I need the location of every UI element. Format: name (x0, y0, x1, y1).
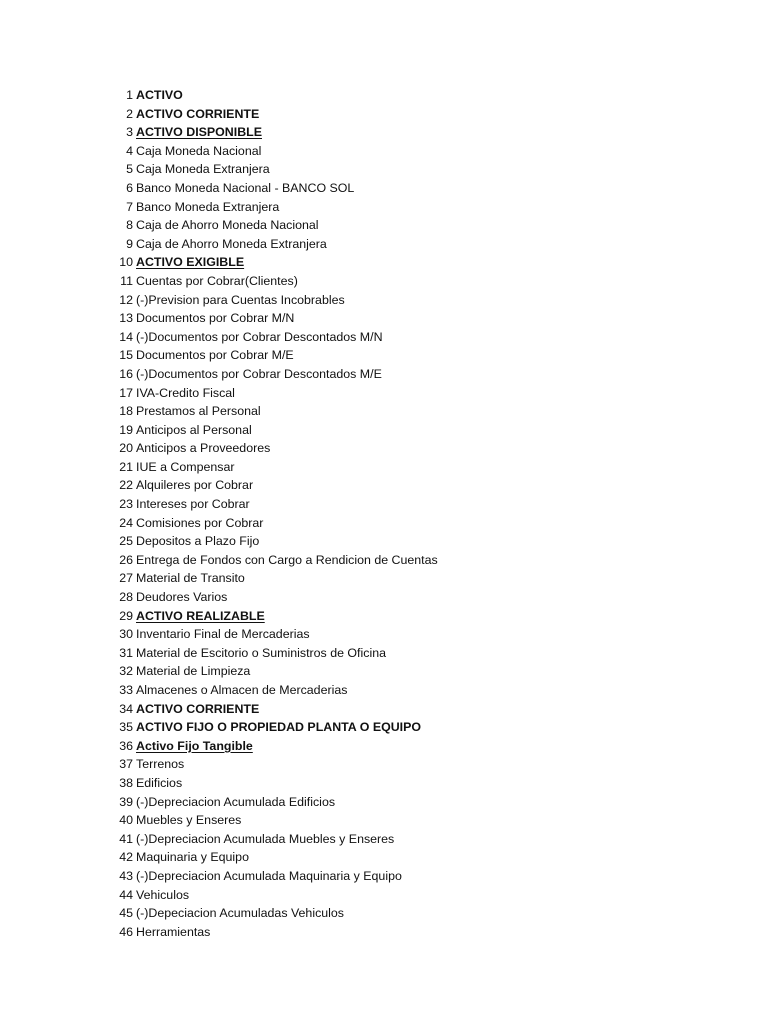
account-row (112, 142, 438, 161)
account-number: 19 (119, 422, 133, 437)
account-number: 36 (119, 738, 133, 753)
account-label: (-)Documentos por Cobrar Descontados M/E (136, 366, 382, 381)
account-number: 30 (119, 627, 133, 642)
account-number: 1 (126, 88, 133, 102)
account-row (112, 644, 438, 663)
account-label: (-)Depreciacion Acumulada Muebles y Enseres (136, 831, 395, 846)
account-label: Documentos por Cobrar M/E (136, 348, 294, 363)
account-number: 18 (119, 404, 133, 419)
account-row (112, 886, 438, 905)
account-number: 26 (119, 552, 133, 567)
account-label: Terrenos (136, 757, 185, 772)
account-label: (-)Prevision para Cuentas Incobrables (136, 292, 345, 307)
account-label: Edificios (136, 775, 183, 790)
account-label: Cuentas por Cobrar(Clientes) (136, 273, 298, 288)
account-label: Almacenes o Almacen de Mercaderias (136, 683, 348, 697)
account-label: Alquileres por Cobrar (136, 478, 254, 493)
account-number: 9 (126, 236, 133, 251)
account-number: 39 (119, 794, 133, 809)
account-number: 43 (119, 868, 133, 883)
account-number: 27 (119, 571, 133, 586)
account-row (112, 198, 438, 217)
account-label: Vehiculos (136, 887, 190, 902)
account-number: 2 (126, 106, 133, 121)
account-row (112, 588, 438, 607)
account-number: 21 (119, 459, 133, 474)
account-label: Anticipos a Proveedores (136, 441, 271, 456)
account-row (112, 923, 438, 942)
account-number: 12 (119, 292, 133, 307)
account-label: Banco Moneda Nacional - BANCO SOL (136, 180, 355, 195)
account-number: 33 (119, 683, 133, 697)
account-number: 8 (126, 218, 133, 233)
account-number: 34 (119, 701, 133, 716)
account-label: Caja Moneda Nacional (136, 143, 262, 158)
account-label: Documentos por Cobrar M/N (136, 311, 295, 326)
account-row (112, 346, 438, 365)
account-number: 42 (119, 850, 133, 865)
account-label: ACTIVO REALIZABLE (136, 608, 265, 623)
account-number: 31 (119, 645, 133, 660)
account-row (112, 235, 438, 254)
account-label: Herramientas (136, 924, 211, 939)
account-row (112, 384, 438, 403)
account-row (112, 272, 438, 291)
account-number: 3 (126, 125, 133, 140)
account-label: ACTIVO EXIGIBLE (136, 255, 245, 270)
account-row (112, 123, 438, 142)
account-label: Depositos a Plazo Fijo (136, 534, 260, 549)
account-row (112, 421, 438, 440)
account-number: 14 (119, 329, 133, 344)
account-label: Caja de Ahorro Moneda Nacional (136, 218, 319, 233)
account-row (112, 532, 438, 551)
account-label: Prestamos al Personal (136, 404, 261, 419)
account-label: Activo Fijo Tangible (136, 738, 253, 753)
account-row (112, 160, 438, 179)
account-number: 16 (119, 366, 133, 381)
account-number: 25 (119, 534, 133, 549)
account-number: 23 (119, 497, 133, 512)
account-row (112, 793, 438, 812)
account-label: (-)Depreciacion Acumulada Edificios (136, 794, 336, 809)
account-row (112, 681, 438, 700)
account-number: 40 (119, 813, 133, 828)
account-row (112, 700, 438, 719)
account-row (112, 662, 438, 681)
account-number: 32 (119, 664, 133, 679)
account-label: Material de Transito (136, 571, 245, 586)
account-label: Caja de Ahorro Moneda Extranjera (136, 236, 327, 251)
account-row (112, 718, 438, 737)
account-label: Intereses por Cobrar (136, 497, 250, 512)
account-number: 4 (126, 143, 133, 158)
account-row (112, 755, 438, 774)
account-label: Comisiones por Cobrar (136, 515, 264, 530)
account-row (112, 216, 438, 235)
account-number: 37 (119, 757, 133, 772)
account-label: ACTIVO (136, 88, 183, 102)
account-row (112, 105, 438, 124)
account-number: 46 (119, 924, 133, 939)
account-list (112, 86, 438, 941)
account-label: Inventario Final de Mercaderias (136, 627, 310, 642)
account-row (112, 365, 438, 384)
account-number: 22 (119, 478, 133, 493)
account-row (112, 309, 438, 328)
account-row (112, 458, 438, 477)
account-label: ACTIVO CORRIENTE (136, 701, 260, 716)
account-row (112, 625, 438, 644)
account-label: Caja Moneda Extranjera (136, 162, 270, 177)
account-number: 6 (126, 180, 133, 195)
account-label: ACTIVO FIJO O PROPIEDAD PLANTA O EQUIPO (136, 720, 422, 735)
account-number: 38 (119, 775, 133, 790)
account-row (112, 867, 438, 886)
account-row (112, 179, 438, 198)
account-row (112, 569, 438, 588)
account-row (112, 514, 438, 533)
account-row (112, 86, 438, 105)
account-label: (-)Depreciacion Acumulada Maquinaria y Equipo (136, 868, 402, 883)
account-row (112, 476, 438, 495)
account-number: 10 (119, 255, 133, 270)
account-number: 13 (119, 311, 133, 326)
account-number: 41 (119, 831, 133, 846)
account-number: 7 (126, 199, 133, 214)
account-label: Deudores Varios (136, 590, 228, 605)
account-row (112, 774, 438, 793)
account-number: 17 (119, 385, 133, 400)
account-number: 45 (119, 906, 133, 921)
account-row (112, 495, 438, 514)
account-label: Banco Moneda Extranjera (136, 199, 280, 214)
account-row (112, 830, 438, 849)
account-number: 5 (126, 162, 133, 177)
account-label: ACTIVO DISPONIBLE (136, 125, 262, 140)
account-label: (-)Depeciacion Acumuladas Vehiculos (136, 906, 344, 921)
account-label: Material de Escitorio o Suministros de Oficina (136, 645, 386, 660)
account-row (112, 904, 438, 923)
account-number: 35 (119, 720, 133, 735)
account-label: ACTIVO CORRIENTE (136, 106, 260, 121)
account-label: Entrega de Fondos con Cargo a Rendicion de Cuentas (136, 552, 438, 567)
account-row (112, 551, 438, 570)
account-label: Muebles y Enseres (136, 813, 242, 828)
account-row (112, 291, 438, 310)
account-label: IUE a Compensar (136, 459, 235, 474)
account-label: Anticipos al Personal (136, 422, 252, 437)
account-label: IVA-Credito Fiscal (136, 385, 235, 400)
account-number: 44 (119, 887, 133, 902)
account-number: 11 (120, 273, 133, 288)
account-row (112, 607, 438, 626)
account-row (112, 811, 438, 830)
account-row (112, 737, 438, 756)
account-row (112, 253, 438, 272)
account-row (112, 439, 438, 458)
account-row (112, 848, 438, 867)
account-row (112, 328, 438, 347)
account-number: 24 (119, 515, 133, 530)
account-number: 28 (119, 590, 133, 605)
account-row (112, 402, 438, 421)
account-number: 29 (119, 608, 133, 623)
account-label: Material de Limpieza (136, 664, 251, 679)
account-label: (-)Documentos por Cobrar Descontados M/N (136, 329, 383, 344)
account-label: Maquinaria y Equipo (136, 850, 249, 865)
account-number: 20 (119, 441, 133, 456)
account-number: 15 (119, 348, 133, 363)
